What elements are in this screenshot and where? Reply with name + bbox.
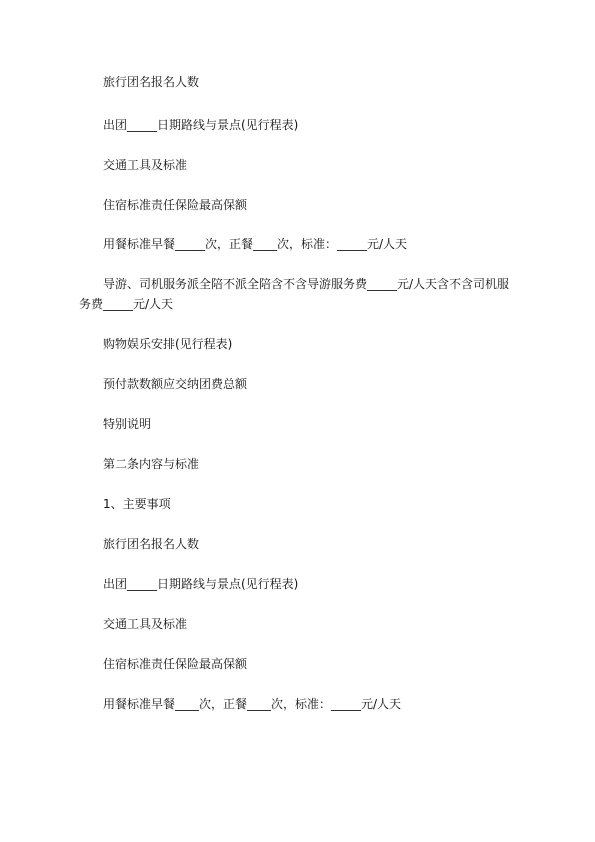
paragraph-accommodation-insurance: 住宿标准责任保险最高保额 <box>103 198 248 212</box>
paragraph-tour-group-name: 旅行团名报名人数 <box>103 75 200 89</box>
paragraph-guide-driver-service: 导游、司机服务派全陪不派全陪含不含导游服务费_____元/人天含不含司机服务费_____元/人天 <box>79 277 510 311</box>
paragraph-prepayment: 预付款数额应交纳团费总额 <box>103 377 248 391</box>
paragraph-tour-group-name-2: 旅行团名报名人数 <box>103 537 200 551</box>
section-heading-article-2: 第二条内容与标准 <box>103 457 200 471</box>
paragraph-departure-route: 出团_____日期路线与景点(见行程表) <box>103 118 299 132</box>
subheading-main-items: 1、主要事项 <box>103 497 171 511</box>
paragraph-shopping-entertainment: 购物娱乐安排(见行程表) <box>103 337 233 351</box>
paragraph-accommodation-insurance-2: 住宿标准责任保险最高保额 <box>103 657 248 671</box>
paragraph-transport: 交通工具及标准 <box>103 158 188 172</box>
paragraph-meal-standard: 用餐标准早餐_____次，正餐____次，标准：_____元/人天 <box>103 237 408 251</box>
paragraph-meal-standard-2: 用餐标准早餐____次，正餐____次，标准：_____元/人天 <box>103 697 402 711</box>
paragraph-transport-2: 交通工具及标准 <box>103 617 188 631</box>
paragraph-departure-route-2: 出团_____日期路线与景点(见行程表) <box>103 577 299 591</box>
paragraph-special-notes: 特别说明 <box>103 417 152 431</box>
